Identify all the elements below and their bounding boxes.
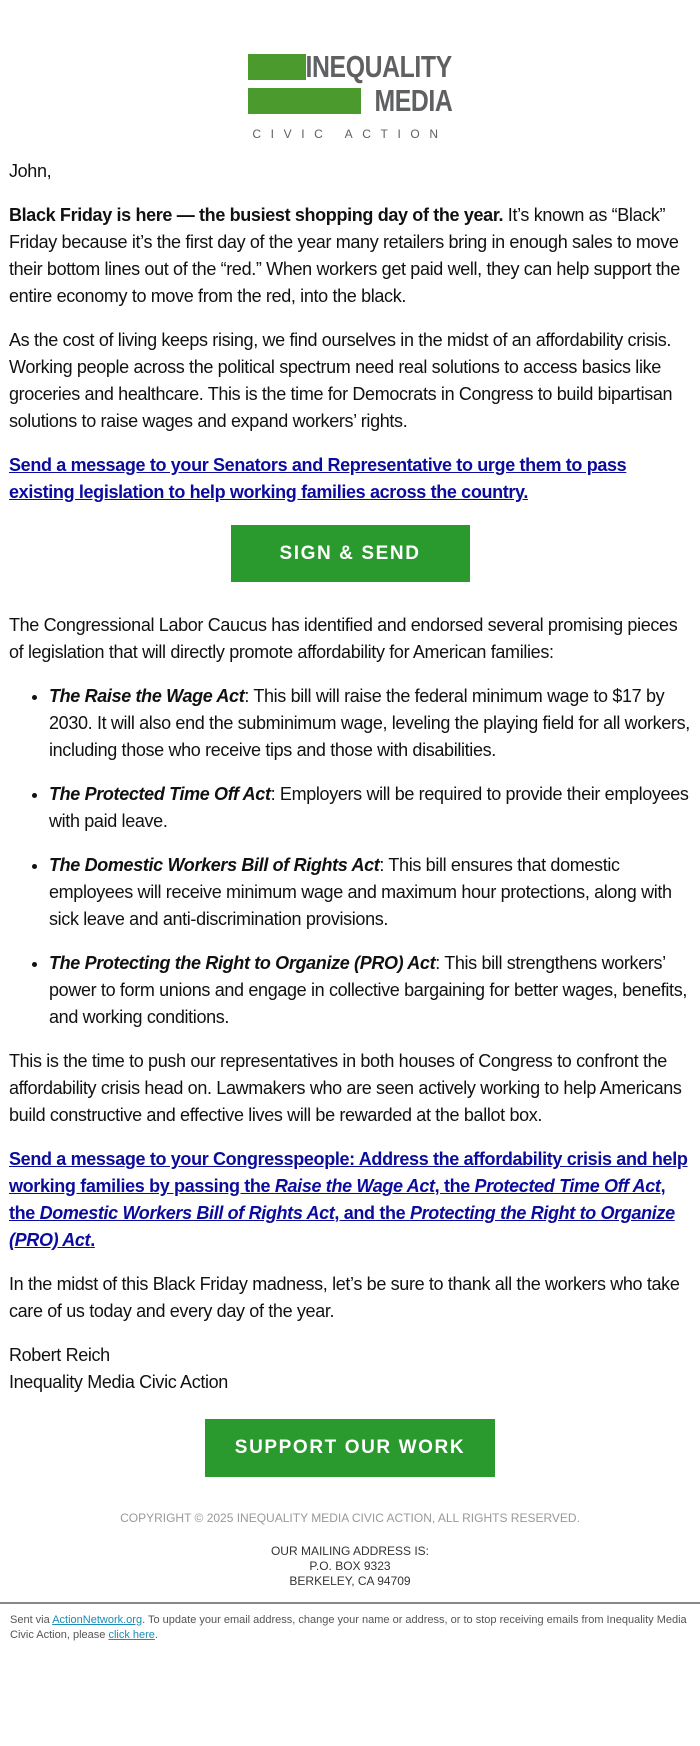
unsubscribe-footer — [0, 1604, 700, 1643]
copyright: COPYRIGHT © 2025 INEQUALITY MEDIA CIVIC ACTION, ALL RIGHTS RESERVED. — [120, 1511, 580, 1525]
bill-desc: : Employers will be required to provide their employees with paid leave. — [49, 784, 689, 831]
footer-period: . — [154, 1629, 158, 1641]
link-text: , and the — [334, 1203, 410, 1223]
greeting: John, — [9, 161, 52, 181]
bill-desc: : This bill ensures that domestic employees will receive minimum wage and maximum hour protections, along with sick leave and anti-discrimination provisions. — [49, 855, 672, 929]
bill-item — [49, 683, 691, 764]
bill-desc: : This bill strengthens workers’ power to form unions and engage in collective bargaining for better wages, benefits, and working conditions. — [49, 953, 688, 1027]
intro-paragraph — [9, 202, 691, 310]
bill-item — [49, 950, 691, 1031]
bill-item — [49, 852, 691, 933]
link-italic: Raise the Wage Act — [274, 1176, 435, 1196]
logo-text-media: MEDIA — [374, 83, 452, 118]
affordability-paragraph: As the cost of living keeps rising, we find ourselves in the midst of an affordability crisis. Working people across the political spectrum need real solutions to access basics like groceries and healthcare. This is the time for Democrats in Congress to build bipartisan solutions to raise wages and expand workers’ rights. — [9, 330, 673, 431]
sign-and-send-button[interactable]: SIGN & SEND — [231, 525, 470, 582]
bill-name: The Domestic Workers Bill of Rights Act — [49, 855, 380, 875]
address-line2: BERKELEY, CA 94709 — [289, 1574, 411, 1588]
send-message-senators-link[interactable]: Send a message to your Senators and Representative to urge them to pass existing legislation to help working families across the country. — [9, 455, 627, 502]
logo-text-inequality: INEQUALITY — [305, 49, 452, 84]
bill-name: The Raise the Wage Act — [49, 686, 245, 706]
signature-org: Inequality Media Civic Action — [9, 1372, 228, 1392]
actionnetwork-link[interactable]: ActionNetwork.org — [52, 1614, 143, 1626]
logo-text-civic-action: CIVIC ACTION — [252, 127, 448, 141]
push-paragraph: This is the time to push our representatives in both houses of Congress to confront the affordability crisis head on. Lawmakers who are seen actively working to help Americans build constructive and effective lives will be rewarded at the ballot box. — [9, 1051, 682, 1125]
link-text: . — [90, 1230, 95, 1250]
thanks-paragraph: In the midst of this Black Friday madness, let’s be sure to thank all the workers who take care of us today and every day of the year. — [9, 1274, 680, 1321]
link-italic: Domestic Workers Bill of Rights Act — [39, 1203, 335, 1223]
unsubscribe-text: . To update your email address, change your name or address, or to stop receiving emails from Inequality Media Civic Action, please — [10, 1614, 687, 1641]
email-body — [0, 158, 700, 1589]
caucus-paragraph: The Congressional Labor Caucus has identified and endorsed several promising pieces of legislation that will directly promote affordability for American families: — [9, 615, 678, 662]
send-message-congresspeople-link[interactable] — [9, 1149, 688, 1250]
intro-bold: Black Friday is here — the busiest shopping day of the year. — [9, 205, 504, 225]
bill-name: The Protecting the Right to Organize (PRO) Act — [49, 953, 436, 973]
logo-bar-bottom — [248, 88, 361, 114]
link-italic: Protected Time Off Act — [474, 1176, 661, 1196]
unsubscribe-link[interactable]: click here — [108, 1629, 155, 1641]
bill-desc: : This bill will raise the federal minimum wage to $17 by 2030. It will also end the subminimum wage, leveling the playing field for all workers, including those who receive tips and those with disabilities. — [49, 686, 690, 760]
bill-name: The Protected Time Off Act — [49, 784, 271, 804]
link-italic: Protecting the Right to Organize (PRO) Act — [9, 1203, 675, 1250]
link-text: Send a message to your Congresspeople: Address the affordability crisis and help working families by passing the — [9, 1149, 688, 1196]
link1-paragraph — [9, 452, 691, 506]
support-button-row — [9, 1419, 691, 1477]
bill-item — [49, 781, 691, 835]
address-line1: P.O. BOX 9323 — [309, 1559, 391, 1573]
signature-name: Robert Reich — [9, 1345, 110, 1365]
support-our-work-button[interactable]: SUPPORT OUR WORK — [205, 1419, 495, 1477]
address-label: OUR MAILING ADDRESS IS: — [270, 1544, 430, 1558]
link2-paragraph — [9, 1146, 691, 1254]
logo-bar-top — [248, 54, 306, 80]
link-text: , the — [9, 1176, 666, 1223]
inequality-media-logo — [248, 49, 452, 142]
sent-via-text: Sent via — [10, 1614, 53, 1626]
bill-list — [9, 683, 691, 1031]
mailing-address — [9, 1544, 691, 1589]
signature — [9, 1342, 691, 1396]
link-text: , the — [434, 1176, 475, 1196]
intro-rest: It’s known as “Black” Friday because it’s the first day of the year many retailers bring in enough sales to move their bottom lines out of the “red.” When workers get paid well, they can help support the entire economy to move from the red, into the black. — [9, 205, 680, 306]
sign-button-row — [9, 525, 691, 582]
